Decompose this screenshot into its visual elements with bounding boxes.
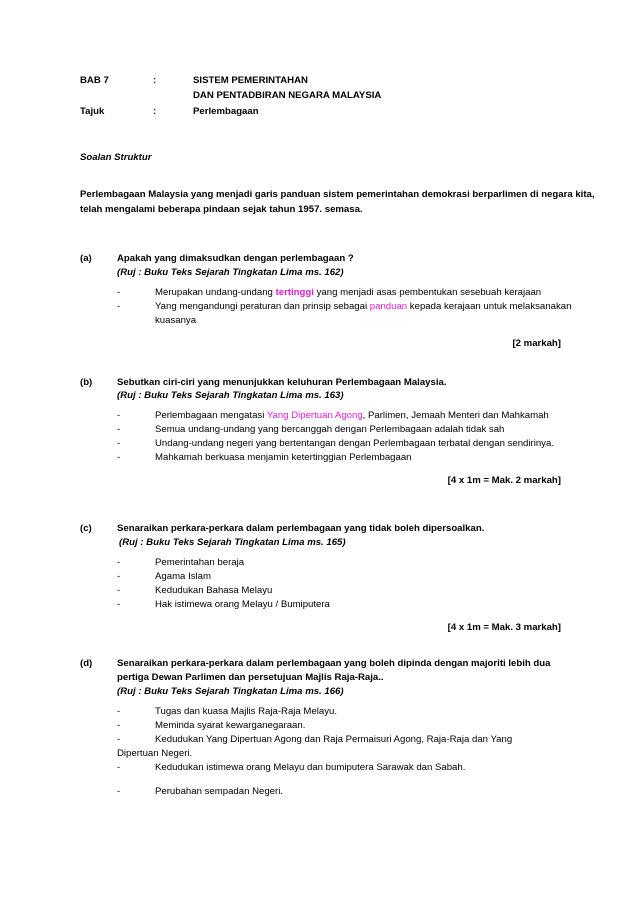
- highlight-text: Yang Dipertuan Agong: [266, 410, 363, 421]
- tajuk-value: Perlembagaan: [193, 106, 259, 117]
- bullet: -: [117, 557, 121, 568]
- answer-c-4: Hak istimewa orang Melayu / Bumiputera: [155, 599, 330, 610]
- question-b-text: Sebutkan ciri-ciri yang menunjukkan keluhuran Perlembagaan Malaysia.: [117, 377, 447, 388]
- marks-c: [4 x 1m = Mak. 3 markah]: [447, 622, 561, 633]
- bullet: -: [117, 720, 121, 731]
- marks-b: [4 x 1m = Mak. 2 markah]: [447, 475, 561, 486]
- question-c-ref: (Ruj : Buku Teks Sejarah Tingkatan Lima ms. 165): [119, 537, 346, 548]
- bullet: -: [117, 786, 121, 797]
- answer-a-2-cont: kuasanya: [155, 315, 197, 326]
- answer-c-3: Kedudukan Bahasa Melayu: [155, 585, 273, 596]
- question-c-text: Senaraikan perkara-perkara dalam perlembagaan yang tidak boleh dipersoalkan.: [117, 523, 485, 534]
- answer-a-2: Yang mengandungi peraturan dan prinsip sebagai panduan kepada kerajaan untuk melaksanakan: [155, 301, 572, 312]
- question-a-ref: (Ruj : Buku Teks Sejarah Tingkatan Lima ms. 162): [117, 267, 344, 278]
- answer-c-1: Pemerintahan beraja: [155, 557, 245, 568]
- answer-d-4: Kedudukan istimewa orang Melayu dan bumiputera Sarawak dan Sabah.: [155, 762, 466, 773]
- highlight-text: panduan: [369, 301, 408, 312]
- answer-b-1: Perlembagaan mengatasi Yang Dipertuan Agong, Parlimen, Jemaah Menteri dan Mahkamah: [155, 410, 549, 421]
- question-a-label: (a): [80, 253, 92, 264]
- bullet: -: [117, 438, 121, 449]
- question-d-text-line1: Senaraikan perkara-perkara dalam perlembagaan yang boleh dipinda dengan majoriti lebih dua: [117, 658, 551, 669]
- bullet: -: [117, 301, 121, 312]
- bullet: -: [117, 734, 121, 745]
- question-c-label: (c): [80, 523, 92, 534]
- answer-b-3: Undang-undang negeri yang bertentangan dengan Perlembagaan terbatal dengan sendirinya.: [155, 438, 554, 449]
- bullet: -: [117, 452, 121, 463]
- answer-c-2: Agama Islam: [155, 571, 211, 582]
- answer-d-3: Kedudukan Yang Dipertuan Agong dan Raja Permaisuri Agong, Raja-Raja dan Yang: [155, 734, 513, 745]
- bullet: -: [117, 424, 121, 435]
- marks-a: [2 markah]: [512, 338, 561, 349]
- question-b-label: (b): [80, 377, 93, 388]
- tajuk-label: Tajuk: [80, 106, 105, 117]
- question-d-text-line2: pertiga Dewan Parlimen dan persetujuan Majlis Raja-Raja..: [117, 672, 384, 683]
- highlight-text: tertinggi: [275, 287, 314, 298]
- intro-line2: telah mengalami beberapa pindaan sejak tahun 1957. semasa.: [80, 204, 363, 215]
- bullet: -: [117, 599, 121, 610]
- bullet: -: [117, 571, 121, 582]
- question-d-ref: (Ruj : Buku Teks Sejarah Tingkatan Lima ms. 166): [117, 686, 344, 697]
- answer-a-1: Merupakan undang-undang tertinggi yang menjadi asas pembentukan sesebuah kerajaan: [155, 287, 542, 298]
- section-title: Soalan Struktur: [80, 152, 152, 163]
- bullet: -: [117, 762, 121, 773]
- bab-label: BAB 7: [80, 75, 109, 86]
- question-d-label: (d): [80, 658, 93, 669]
- tajuk-colon: :: [153, 106, 157, 117]
- answer-b-4: Mahkamah berkuasa menjamin ketertinggian Perlembagaan: [155, 452, 412, 463]
- bab-colon: :: [153, 75, 157, 86]
- answer-d-3-cont: Dipertuan Negeri.: [117, 748, 193, 759]
- bab-title-line2: DAN PENTADBIRAN NEGARA MALAYSIA: [193, 90, 382, 101]
- answer-d-2: Meminda syarat kewarganegaraan.: [155, 720, 306, 731]
- answer-b-2: Semua undang-undang yang bercanggah dengan Perlembagaan adalah tidak sah: [155, 424, 505, 435]
- bullet: -: [117, 585, 121, 596]
- question-b-ref: (Ruj : Buku Teks Sejarah Tingkatan Lima ms. 163): [117, 390, 344, 401]
- bullet: -: [117, 287, 121, 298]
- bab-title-line1: SISTEM PEMERINTAHAN: [193, 75, 308, 86]
- bullet: -: [117, 706, 121, 717]
- answer-d-1: Tugas dan kuasa Majlis Raja-Raja Melayu.: [155, 706, 338, 717]
- question-a-text: Apakah yang dimaksudkan dengan perlembagaan ?: [117, 253, 354, 264]
- answer-d-5: Perubahan sempadan Negeri.: [155, 786, 284, 797]
- bullet: -: [117, 410, 121, 421]
- intro-line1: Perlembagaan Malaysia yang menjadi garis panduan sistem pemerintahan demokrasi berparlimen di negara kita,: [80, 189, 595, 200]
